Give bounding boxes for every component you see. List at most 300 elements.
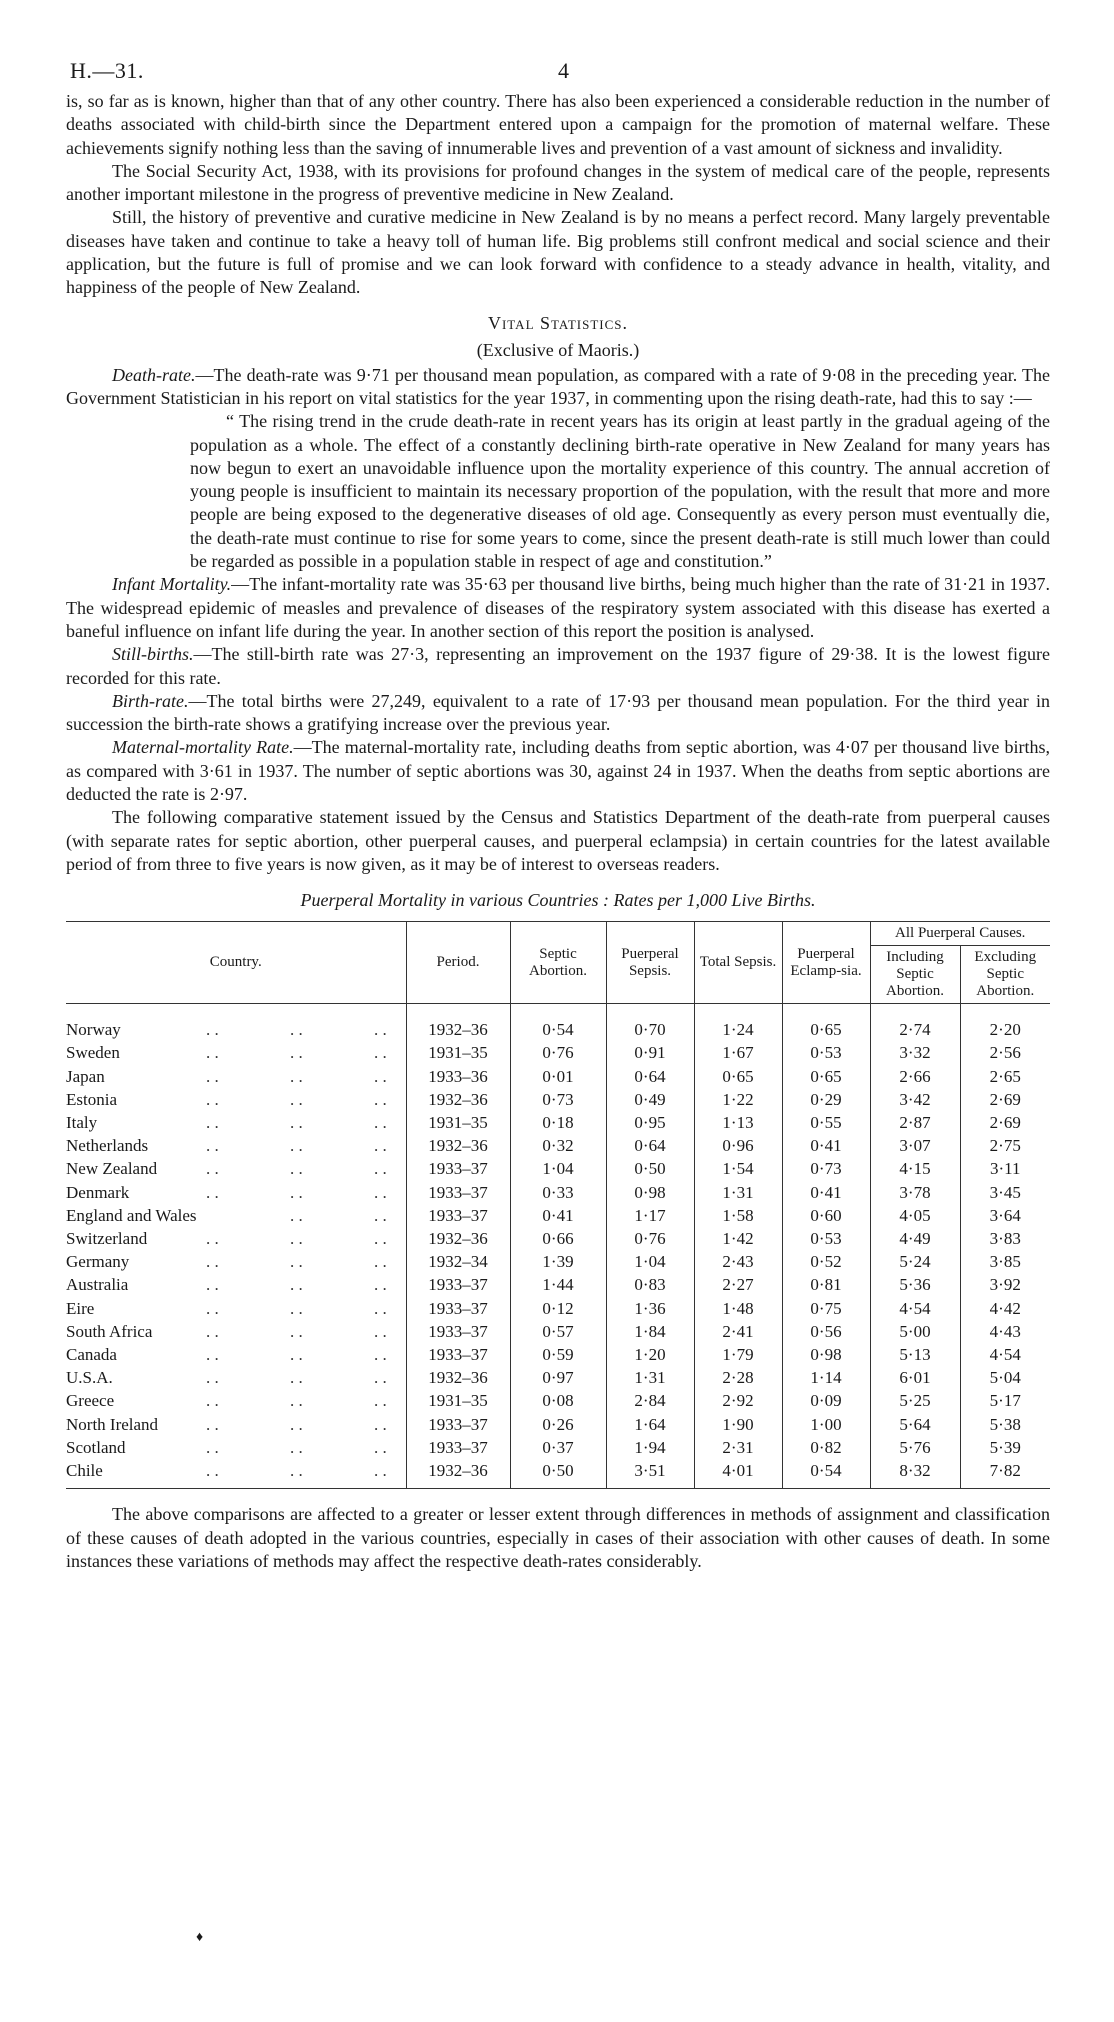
table-row — [66, 1413, 1050, 1436]
country-name: Netherlands — [66, 1136, 149, 1156]
leader-dot-group: . . — [206, 1066, 219, 1086]
table-row — [66, 1250, 1050, 1273]
leader-dots — [206, 1250, 458, 1273]
total-sepsis-cell: 1·24 — [694, 1018, 782, 1041]
leader-dot-group: . . — [290, 1229, 303, 1249]
septic-abortion-cell: 0·76 — [510, 1041, 606, 1064]
intro-paragraph: is, so far as is known, higher than that of any other country. There has also been experienced a considerable reduction in the number of deaths associated with child-birth since the Department entered upon a campaign for the promotion of maternal welfare. These achievements signify nothing less than the saving of innumerable lives and prevention of a vast amount of sickness and invalidity. — [66, 91, 1050, 158]
puerperal-sepsis-cell: 0·49 — [606, 1088, 694, 1111]
total-sepsis-cell: 1·90 — [694, 1413, 782, 1436]
table-row — [66, 1297, 1050, 1320]
eclampsia-cell: 0·29 — [782, 1088, 870, 1111]
birth-rate-paragraph — [66, 690, 1050, 737]
leader-dot-group: . . — [374, 1298, 387, 1318]
leader-dots — [206, 1459, 458, 1482]
excluding-cell: 4·42 — [960, 1297, 1050, 1320]
leader-dots — [206, 1088, 458, 1111]
leader-dot-group: . . — [290, 1020, 303, 1040]
including-cell: 5·76 — [870, 1436, 960, 1459]
eclampsia-cell: 0·56 — [782, 1320, 870, 1343]
septic-abortion-cell: 1·39 — [510, 1250, 606, 1273]
septic-abortion-cell: 0·32 — [510, 1134, 606, 1157]
death-rate-paragraph — [66, 364, 1050, 411]
country-name: Chile — [66, 1461, 103, 1481]
excluding-cell: 3·11 — [960, 1157, 1050, 1180]
total-sepsis-cell: 0·96 — [694, 1134, 782, 1157]
including-cell: 4·15 — [870, 1157, 960, 1180]
page-header — [66, 50, 1050, 90]
excluding-cell: 2·56 — [960, 1041, 1050, 1064]
col-header-excluding: Excluding Septic Abortion. — [960, 946, 1050, 1004]
leader-dot-group: . . — [374, 1089, 387, 1109]
period-cell: 1931–35 — [406, 1389, 510, 1412]
excluding-cell: 7·82 — [960, 1459, 1050, 1489]
excluding-cell: 5·04 — [960, 1366, 1050, 1389]
total-sepsis-cell: 0·65 — [694, 1065, 782, 1088]
leader-dots — [206, 1181, 458, 1204]
country-name: North Ireland — [66, 1414, 159, 1434]
septic-abortion-cell: 0·73 — [510, 1088, 606, 1111]
eclampsia-cell: 0·60 — [782, 1204, 870, 1227]
quote-text: “ The rising trend in the crude death-rate in recent years has its origin at least partly in the gradual ageing of the population as a whole. The effect of a constantly declining birth-rate operative in New Zealand for many years has now begun to exert an unavoidable influence upon the mortality experience of this country. The annual accretion of young people is insufficient to maintain its necessary proportion of the population, with the result that more and more people are being exposed to the degenerative diseases of old age. Consequently as every person must eventually die, the death-rate must continue to rise for some years to come, since the present death-rate is still much lower than could be regarded as possible in a population stable in respect of age and constitution.” — [190, 411, 1050, 572]
leader-dot-group: . . — [206, 1252, 219, 1272]
puerperal-mortality-table — [66, 921, 1050, 1489]
puerperal-sepsis-cell: 0·64 — [606, 1134, 694, 1157]
country-cell — [66, 1041, 406, 1064]
excluding-cell: 2·75 — [960, 1134, 1050, 1157]
leader-dot-group: . . — [290, 1298, 303, 1318]
table-row — [66, 1436, 1050, 1459]
table-caption: Puerperal Mortality in various Countries : Rates per 1,000 Live Births. — [300, 890, 816, 911]
septic-abortion-cell: 0·50 — [510, 1459, 606, 1489]
septic-abortion-cell: 0·01 — [510, 1065, 606, 1088]
including-cell: 4·05 — [870, 1204, 960, 1227]
table-row — [66, 1204, 1050, 1227]
period-cell: 1933–37 — [406, 1436, 510, 1459]
leader-dot-group: . . — [374, 1461, 387, 1481]
excluding-cell: 4·54 — [960, 1343, 1050, 1366]
country-name: Eire — [66, 1298, 95, 1318]
including-cell: 3·32 — [870, 1041, 960, 1064]
table-row — [66, 1227, 1050, 1250]
country-name: Germany — [66, 1252, 130, 1272]
leader-dot-group: . . — [374, 1136, 387, 1156]
table-row — [66, 1088, 1050, 1111]
puerperal-sepsis-cell: 0·64 — [606, 1065, 694, 1088]
total-sepsis-cell: 1·48 — [694, 1297, 782, 1320]
eclampsia-cell: 0·41 — [782, 1134, 870, 1157]
excluding-cell: 5·39 — [960, 1436, 1050, 1459]
leader-dots — [206, 1204, 458, 1227]
country-cell — [66, 1297, 406, 1320]
leader-dots — [206, 1227, 458, 1250]
country-name: Switzerland — [66, 1229, 148, 1249]
septic-abortion-cell: 0·57 — [510, 1320, 606, 1343]
country-name: Estonia — [66, 1089, 117, 1109]
excluding-cell: 5·38 — [960, 1413, 1050, 1436]
eclampsia-cell: 0·82 — [782, 1436, 870, 1459]
table-row — [66, 1459, 1050, 1489]
total-sepsis-cell: 1·58 — [694, 1204, 782, 1227]
country-cell — [66, 1250, 406, 1273]
birth-rate-text: —The total births were 27,249, equivalent to a rate of 17·93 per thousand mean population. For the third year in succession the birth-rate shows a gratifying increase over the previous year. — [66, 690, 1050, 735]
leader-dot-group: . . — [290, 1089, 303, 1109]
eclampsia-cell: 0·73 — [782, 1157, 870, 1180]
country-name: South Africa — [66, 1321, 153, 1341]
country-name: Japan — [66, 1066, 105, 1086]
leader-dot-group: . . — [290, 1368, 303, 1388]
period-cell: 1932–36 — [406, 1018, 510, 1041]
leader-dot-group: . . — [374, 1020, 387, 1040]
death-rate-label: Death-rate. — [112, 364, 196, 385]
total-sepsis-cell: 1·31 — [694, 1181, 782, 1204]
total-sepsis-cell: 2·31 — [694, 1436, 782, 1459]
col-header-puerperal-sepsis: Puerperal Sepsis. — [606, 922, 694, 1004]
country-name: Denmark — [66, 1182, 130, 1202]
puerperal-sepsis-cell: 1·20 — [606, 1343, 694, 1366]
country-cell — [66, 1065, 406, 1088]
leader-dot-group: . . — [374, 1229, 387, 1249]
country-cell — [66, 1111, 406, 1134]
including-cell: 2·74 — [870, 1018, 960, 1041]
country-cell — [66, 1227, 406, 1250]
total-sepsis-cell: 1·13 — [694, 1111, 782, 1134]
country-cell — [66, 1088, 406, 1111]
period-cell: 1933–37 — [406, 1157, 510, 1180]
period-cell: 1933–37 — [406, 1320, 510, 1343]
country-name: England and Wales — [66, 1205, 197, 1225]
table-row — [66, 1366, 1050, 1389]
country-name: U.S.A. — [66, 1368, 113, 1388]
country-cell — [66, 1181, 406, 1204]
country-cell — [66, 1018, 406, 1041]
puerperal-sepsis-cell: 1·17 — [606, 1204, 694, 1227]
section-subheading: (Exclusive of Maoris.) — [476, 339, 640, 360]
leader-dot-group: . . — [374, 1321, 387, 1341]
still-births-label: Still-births. — [112, 644, 194, 665]
leader-dot-group: . . — [290, 1182, 303, 1202]
country-name: Norway — [66, 1020, 121, 1040]
septic-abortion-cell: 0·59 — [510, 1343, 606, 1366]
excluding-cell: 3·45 — [960, 1181, 1050, 1204]
table-row — [66, 1273, 1050, 1296]
eclampsia-cell: 0·53 — [782, 1041, 870, 1064]
leader-dot-group: . . — [374, 1414, 387, 1434]
total-sepsis-cell: 2·41 — [694, 1320, 782, 1343]
puerperal-sepsis-cell: 0·76 — [606, 1227, 694, 1250]
col-header-including: Including Septic Abortion. — [870, 946, 960, 1004]
page-number: 4 — [558, 58, 569, 83]
country-name: Italy — [66, 1113, 98, 1133]
excluding-cell: 4·43 — [960, 1320, 1050, 1343]
eclampsia-cell: 0·41 — [782, 1181, 870, 1204]
excluding-cell: 2·69 — [960, 1111, 1050, 1134]
eclampsia-cell: 0·09 — [782, 1389, 870, 1412]
excluding-cell: 2·69 — [960, 1088, 1050, 1111]
leader-dot-group: . . — [206, 1368, 219, 1388]
country-cell — [66, 1134, 406, 1157]
eclampsia-cell: 0·81 — [782, 1273, 870, 1296]
statistician-quote — [190, 410, 1050, 573]
table-body — [66, 1004, 1050, 1489]
septic-abortion-cell: 0·97 — [510, 1366, 606, 1389]
leader-dot-group: . . — [206, 1275, 219, 1295]
leader-dot-group: . . — [206, 1414, 219, 1434]
period-cell: 1931–35 — [406, 1111, 510, 1134]
leader-dots — [206, 1065, 458, 1088]
including-cell: 3·42 — [870, 1088, 960, 1111]
leader-dot-group: . . — [206, 1321, 219, 1341]
including-cell: 5·36 — [870, 1273, 960, 1296]
leader-dot-group: . . — [206, 1182, 219, 1202]
septic-abortion-cell: 0·18 — [510, 1111, 606, 1134]
death-rate-text: —The death-rate was 9·71 per thousand mean population, as compared with a rate of 9·08 in the preceding year. The Government Statistician in his report on vital statistics for the year 1937, in commenting upon the rising death-rate, had this to say :— — [66, 364, 1050, 408]
intro-paragraph: The Social Security Act, 1938, with its provisions for profound changes in the system of medical care of the people, represents another important milestone in the progress of preventive medicine in New Zealand. — [66, 160, 1050, 205]
leader-dots — [206, 1018, 458, 1041]
country-name: Sweden — [66, 1043, 120, 1063]
leader-dot-group: . . — [290, 1136, 303, 1156]
table-row — [66, 1065, 1050, 1088]
leader-dot-group: . . — [374, 1066, 387, 1086]
col-header-septic-abortion: Septic Abortion. — [510, 922, 606, 1004]
table-row — [66, 1181, 1050, 1204]
leader-dots — [206, 1343, 458, 1366]
table-row — [66, 1111, 1050, 1134]
table-row — [66, 1018, 1050, 1041]
total-sepsis-cell: 2·28 — [694, 1366, 782, 1389]
including-cell: 5·00 — [870, 1320, 960, 1343]
comparative-paragraph: The following comparative statement issued by the Census and Statistics Department of the death-rate from puerperal causes (with separate rates for septic abortion, other puerperal causes, and puerperal eclampsia) in certain countries for the latest available period of from three to five years is now given, as it may be of interest to overseas readers. — [66, 807, 1050, 874]
puerperal-sepsis-cell: 1·84 — [606, 1320, 694, 1343]
maternal-mortality-text: —The maternal-mortality rate, including deaths from septic abortion, was 4·07 per thousand live births, as compared with 3·61 in 1937. The number of septic abortions was 30, against 24 in 1937. When the deaths from septic abortions are deducted the rate is 2·97. — [66, 737, 1051, 805]
total-sepsis-cell: 1·67 — [694, 1041, 782, 1064]
country-name: New Zealand — [66, 1159, 158, 1179]
leader-dots — [206, 1389, 458, 1412]
birth-rate-label: Birth-rate. — [112, 690, 189, 711]
country-name: Scotland — [66, 1437, 126, 1457]
maternal-mortality-paragraph — [66, 736, 1050, 806]
country-name: Greece — [66, 1391, 115, 1411]
closing-paragraph: The above comparisons are affected to a greater or lesser extent through differences in methods of assignment and classification of these causes of death adopted in the various countries, especially in cases of their association with other causes of death. In some instances these variations of methods may affect the respective death-rates considerably. — [66, 1504, 1050, 1571]
total-sepsis-cell: 4·01 — [694, 1459, 782, 1489]
leader-dots — [206, 1366, 458, 1389]
leader-dot-group: . . — [290, 1414, 303, 1434]
leader-dot-group: . . — [290, 1043, 303, 1063]
leader-dot-group: . . — [290, 1113, 303, 1133]
col-header-period: Period. — [406, 922, 510, 1004]
leader-dots — [206, 1436, 458, 1459]
puerperal-sepsis-cell: 0·98 — [606, 1181, 694, 1204]
eclampsia-cell: 0·54 — [782, 1459, 870, 1489]
leader-dot-group: . . — [206, 1089, 219, 1109]
excluding-cell: 3·85 — [960, 1250, 1050, 1273]
total-sepsis-cell: 1·54 — [694, 1157, 782, 1180]
country-cell — [66, 1389, 406, 1412]
infant-mortality-paragraph — [66, 573, 1050, 643]
col-header-all-causes: All Puerperal Causes. — [870, 922, 1050, 946]
including-cell: 2·66 — [870, 1065, 960, 1088]
including-cell: 2·87 — [870, 1111, 960, 1134]
eclampsia-cell: 0·75 — [782, 1297, 870, 1320]
country-cell — [66, 1204, 406, 1227]
including-cell: 5·24 — [870, 1250, 960, 1273]
period-cell: 1933–37 — [406, 1204, 510, 1227]
leader-dot-group: . . — [206, 1229, 219, 1249]
puerperal-sepsis-cell: 0·95 — [606, 1111, 694, 1134]
leader-dot-group: . . — [290, 1066, 303, 1086]
including-cell: 5·64 — [870, 1413, 960, 1436]
leader-dots — [206, 1134, 458, 1157]
leader-dot-group: . . — [206, 1461, 219, 1481]
septic-abortion-cell: 0·41 — [510, 1204, 606, 1227]
table-row — [66, 1343, 1050, 1366]
leader-dots — [206, 1041, 458, 1064]
leader-dot-group: . . — [290, 1252, 303, 1272]
country-name: Australia — [66, 1275, 129, 1295]
puerperal-sepsis-cell: 0·70 — [606, 1018, 694, 1041]
still-births-text: —The still-birth rate was 27·3, representing an improvement on the 1937 figure of 29·38. It is the lowest figure recorded for this rate. — [66, 644, 1050, 688]
period-cell: 1933–36 — [406, 1065, 510, 1088]
leader-dot-group: . . — [290, 1461, 303, 1481]
leader-dot-group: . . — [206, 1437, 219, 1457]
leader-dot-group: . . — [374, 1368, 387, 1388]
leader-dot-group: . . — [374, 1275, 387, 1295]
excluding-cell: 3·83 — [960, 1227, 1050, 1250]
excluding-cell: 2·65 — [960, 1065, 1050, 1088]
leader-dot-group: . . — [374, 1391, 387, 1411]
period-cell: 1933–37 — [406, 1343, 510, 1366]
country-name: Canada — [66, 1345, 117, 1365]
country-cell — [66, 1273, 406, 1296]
intro-paragraph: Still, the history of preventive and curative medicine in New Zealand is by no means a perfect record. Many largely preventable diseases have taken and continue to take a heavy toll of human life. Big problems still confront medical and social science and their application, but the future is full of promise and we can look forward with confidence to a steady advance in health, vitality, and happiness of the people of New Zealand. — [66, 207, 1050, 298]
puerperal-sepsis-cell: 0·91 — [606, 1041, 694, 1064]
infant-mortality-text: —The infant-mortality rate was 35·63 per thousand live births, being much higher than the rate of 31·21 in 1937. The widespread epidemic of measles and prevalence of diseases of the respiratory system associated with this disease has exerted a baneful influence on infant life during the year. In another section of this report the position is analysed. — [66, 574, 1050, 641]
puerperal-sepsis-cell: 0·83 — [606, 1273, 694, 1296]
including-cell: 3·07 — [870, 1134, 960, 1157]
leader-dot-group: . . — [206, 1136, 219, 1156]
country-cell — [66, 1343, 406, 1366]
leader-dot-group: . . — [206, 1298, 219, 1318]
period-cell: 1932–36 — [406, 1459, 510, 1489]
period-cell: 1932–36 — [406, 1088, 510, 1111]
septic-abortion-cell: 0·08 — [510, 1389, 606, 1412]
leader-dots — [206, 1320, 458, 1343]
leader-dots — [206, 1157, 458, 1180]
col-header-total-sepsis: Total Sepsis. — [694, 922, 782, 1004]
puerperal-sepsis-cell: 1·36 — [606, 1297, 694, 1320]
leader-dot-group: . . — [374, 1113, 387, 1133]
septic-abortion-cell: 1·04 — [510, 1157, 606, 1180]
period-cell: 1931–35 — [406, 1041, 510, 1064]
eclampsia-cell: 0·65 — [782, 1065, 870, 1088]
total-sepsis-cell: 1·22 — [694, 1088, 782, 1111]
excluding-cell: 3·64 — [960, 1204, 1050, 1227]
period-cell: 1932–36 — [406, 1134, 510, 1157]
septic-abortion-cell: 0·12 — [510, 1297, 606, 1320]
total-sepsis-cell: 2·27 — [694, 1273, 782, 1296]
including-cell: 8·32 — [870, 1459, 960, 1489]
document-page — [66, 50, 1050, 1573]
septic-abortion-cell: 1·44 — [510, 1273, 606, 1296]
leader-dot-group: . . — [206, 1020, 219, 1040]
excluding-cell: 5·17 — [960, 1389, 1050, 1412]
excluding-cell: 3·92 — [960, 1273, 1050, 1296]
leader-dot-group: . . — [290, 1275, 303, 1295]
leader-dot-group: . . — [206, 1159, 219, 1179]
leader-dots — [206, 1111, 458, 1134]
leader-dots — [206, 1413, 458, 1436]
leader-dot-group: . . — [290, 1205, 303, 1225]
leader-dots — [206, 1273, 458, 1296]
table-row — [66, 1041, 1050, 1064]
leader-dot-group: . . — [206, 1391, 219, 1411]
eclampsia-cell: 1·14 — [782, 1366, 870, 1389]
col-header-eclampsia: Puerperal Eclamp-sia. — [782, 922, 870, 1004]
still-births-paragraph — [66, 643, 1050, 690]
leader-dots — [206, 1297, 458, 1320]
country-cell — [66, 1436, 406, 1459]
total-sepsis-cell: 2·92 — [694, 1389, 782, 1412]
puerperal-sepsis-cell: 1·31 — [606, 1366, 694, 1389]
maternal-mortality-label: Maternal-mortality Rate. — [112, 737, 294, 758]
leader-dot-group: . . — [374, 1043, 387, 1063]
country-cell — [66, 1157, 406, 1180]
leader-dot-group: . . — [290, 1391, 303, 1411]
septic-abortion-cell: 0·26 — [510, 1413, 606, 1436]
period-cell: 1933–37 — [406, 1273, 510, 1296]
period-cell: 1932–36 — [406, 1366, 510, 1389]
section-heading: Vital Statistics. — [487, 312, 629, 333]
total-sepsis-cell: 1·79 — [694, 1343, 782, 1366]
including-cell: 3·78 — [870, 1181, 960, 1204]
puerperal-sepsis-cell: 1·04 — [606, 1250, 694, 1273]
leader-dot-group: . . — [206, 1345, 219, 1365]
country-cell — [66, 1366, 406, 1389]
country-cell — [66, 1413, 406, 1436]
table-row — [66, 1157, 1050, 1180]
septic-abortion-cell: 0·33 — [510, 1181, 606, 1204]
puerperal-sepsis-cell: 3·51 — [606, 1459, 694, 1489]
including-cell: 6·01 — [870, 1366, 960, 1389]
including-cell: 4·49 — [870, 1227, 960, 1250]
table-row — [66, 1389, 1050, 1412]
leader-dot-group: . . — [374, 1252, 387, 1272]
table-row — [66, 1134, 1050, 1157]
eclampsia-cell: 0·53 — [782, 1227, 870, 1250]
leader-dot-group: . . — [206, 1043, 219, 1063]
eclampsia-cell: 0·55 — [782, 1111, 870, 1134]
including-cell: 5·13 — [870, 1343, 960, 1366]
excluding-cell: 2·20 — [960, 1018, 1050, 1041]
total-sepsis-cell: 2·43 — [694, 1250, 782, 1273]
document-reference: H.—31. — [70, 58, 144, 83]
leader-dot-group: . . — [374, 1159, 387, 1179]
period-cell: 1933–37 — [406, 1413, 510, 1436]
period-cell: 1932–36 — [406, 1227, 510, 1250]
leader-dot-group: . . — [374, 1345, 387, 1365]
eclampsia-cell: 0·98 — [782, 1343, 870, 1366]
leader-dot-group: . . — [374, 1437, 387, 1457]
leader-dot-group: . . — [206, 1113, 219, 1133]
spacer-row — [66, 1004, 1050, 1019]
leader-dot-group: . . — [374, 1205, 387, 1225]
leader-dot-group: . . — [374, 1182, 387, 1202]
period-cell: 1932–34 — [406, 1250, 510, 1273]
septic-abortion-cell: 0·66 — [510, 1227, 606, 1250]
puerperal-sepsis-cell: 2·84 — [606, 1389, 694, 1412]
septic-abortion-cell: 0·54 — [510, 1018, 606, 1041]
including-cell: 5·25 — [870, 1389, 960, 1412]
